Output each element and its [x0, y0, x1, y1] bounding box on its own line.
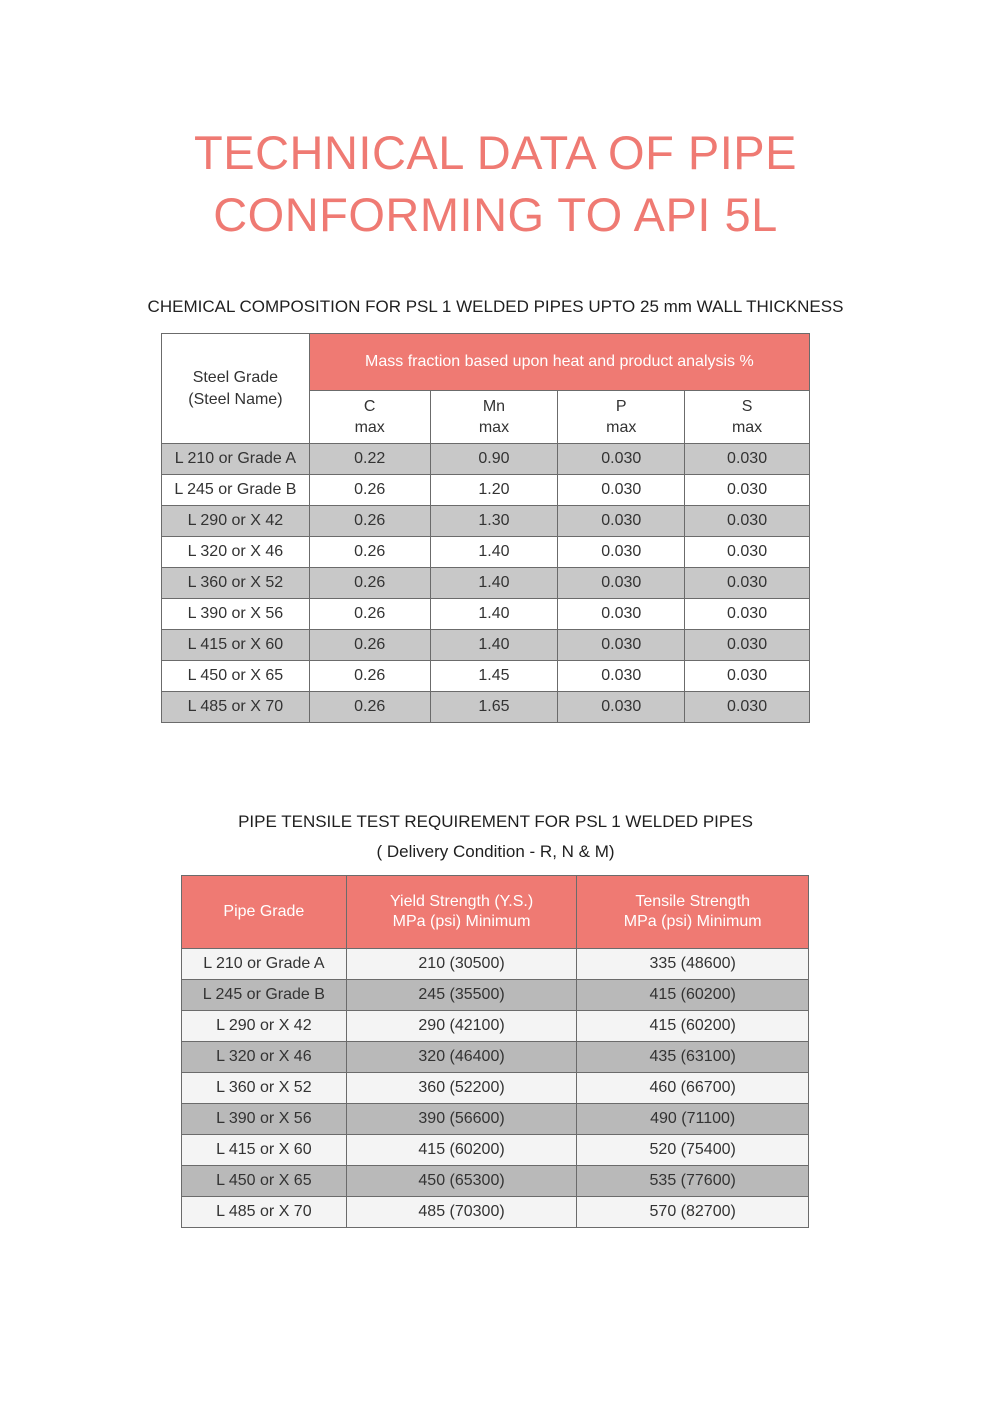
yield-strength-header-line-2: MPa (psi) Minimum	[392, 913, 531, 930]
s-cell: 0.030	[685, 692, 810, 723]
yield-cell: 245 (35500)	[346, 980, 577, 1011]
element-limit: max	[731, 419, 763, 436]
steel-grade-header-line-2: (Steel Name)	[188, 390, 283, 408]
table-row	[182, 1073, 809, 1104]
pipe-grade-cell: L 360 or X 52	[182, 1073, 347, 1104]
table-row	[162, 537, 810, 568]
mn-cell: 1.40	[430, 630, 558, 661]
grade-cell: L 415 or X 60	[162, 630, 310, 661]
c-cell: 0.26	[309, 506, 430, 537]
element-symbol: S	[741, 398, 753, 415]
tensile-strength-header	[577, 876, 809, 949]
tensile-cell: 435 (63100)	[577, 1042, 809, 1073]
tensile-cell: 460 (66700)	[577, 1073, 809, 1104]
element-limit: max	[478, 419, 510, 436]
s-cell: 0.030	[685, 444, 810, 475]
tensile-heading: PIPE TENSILE TEST REQUIREMENT FOR PSL 1 WELDED PIPES	[238, 812, 753, 831]
yield-cell: 210 (30500)	[346, 949, 577, 980]
s-cell: 0.030	[685, 599, 810, 630]
tensile-cell: 490 (71100)	[577, 1104, 809, 1135]
chemical-heading: CHEMICAL COMPOSITION FOR PSL 1 WELDED PIPES UPTO 25 mm WALL THICKNESS	[147, 297, 844, 316]
pipe-grade-cell: L 320 or X 46	[182, 1042, 347, 1073]
page-title	[0, 122, 991, 246]
p-cell: 0.030	[558, 444, 685, 475]
steel-grade-header-line-1: Steel Grade	[192, 368, 279, 386]
grade-cell: L 450 or X 65	[162, 661, 310, 692]
mn-cell: 0.90	[430, 444, 558, 475]
pipe-grade-cell: L 485 or X 70	[182, 1197, 347, 1228]
yield-strength-header	[346, 876, 577, 949]
c-cell: 0.26	[309, 599, 430, 630]
mn-cell: 1.30	[430, 506, 558, 537]
table-row	[182, 949, 809, 980]
mn-cell: 1.40	[430, 537, 558, 568]
element-limit: max	[354, 419, 385, 436]
element-symbol: P	[615, 398, 627, 415]
grade-cell: L 210 or Grade A	[162, 444, 310, 475]
s-cell: 0.030	[685, 630, 810, 661]
table-row	[182, 1135, 809, 1166]
title-line-1: TECHNICAL DATA OF PIPE	[194, 126, 797, 179]
table-row	[162, 630, 810, 661]
yield-cell: 415 (60200)	[346, 1135, 577, 1166]
pipe-grade-header: Pipe Grade	[182, 876, 347, 949]
yield-cell: 360 (52200)	[346, 1073, 577, 1104]
c-cell: 0.26	[309, 568, 430, 599]
table-row	[182, 1042, 809, 1073]
s-cell: 0.030	[685, 537, 810, 568]
c-cell: 0.26	[309, 630, 430, 661]
element-header-mn	[430, 391, 558, 444]
p-cell: 0.030	[558, 692, 685, 723]
mn-cell: 1.45	[430, 661, 558, 692]
p-cell: 0.030	[558, 475, 685, 506]
mass-fraction-header: Mass fraction based upon heat and product analysis %	[309, 334, 809, 391]
table-row	[182, 1166, 809, 1197]
yield-cell: 485 (70300)	[346, 1197, 577, 1228]
p-cell: 0.030	[558, 630, 685, 661]
yield-cell: 290 (42100)	[346, 1011, 577, 1042]
tensile-cell: 570 (82700)	[577, 1197, 809, 1228]
tensile-cell: 520 (75400)	[577, 1135, 809, 1166]
table-row	[162, 661, 810, 692]
c-cell: 0.26	[309, 475, 430, 506]
element-symbol: Mn	[482, 398, 506, 415]
c-cell: 0.26	[309, 537, 430, 568]
table-row	[162, 475, 810, 506]
yield-cell: 320 (46400)	[346, 1042, 577, 1073]
grade-cell: L 245 or Grade B	[162, 475, 310, 506]
pipe-grade-cell: L 245 or Grade B	[182, 980, 347, 1011]
pipe-grade-cell: L 415 or X 60	[182, 1135, 347, 1166]
grade-cell: L 390 or X 56	[162, 599, 310, 630]
table-row	[182, 1197, 809, 1228]
p-cell: 0.030	[558, 537, 685, 568]
grade-cell: L 290 or X 42	[162, 506, 310, 537]
table-row	[162, 444, 810, 475]
table-row	[182, 1011, 809, 1042]
table-row	[162, 692, 810, 723]
table-row	[162, 506, 810, 537]
chemical-composition-table	[161, 333, 810, 723]
p-cell: 0.030	[558, 568, 685, 599]
table-row	[162, 568, 810, 599]
tensile-strength-header-line-1: Tensile Strength	[635, 893, 751, 910]
table-row	[182, 1104, 809, 1135]
tensile-subheading: ( Delivery Condition - R, N & M)	[376, 842, 615, 861]
c-cell: 0.26	[309, 692, 430, 723]
s-cell: 0.030	[685, 661, 810, 692]
tensile-cell: 415 (60200)	[577, 1011, 809, 1042]
element-header-c	[309, 391, 430, 444]
element-limit: max	[606, 419, 637, 436]
mn-cell: 1.65	[430, 692, 558, 723]
grade-cell: L 320 or X 46	[162, 537, 310, 568]
tensile-cell: 335 (48600)	[577, 949, 809, 980]
p-cell: 0.030	[558, 506, 685, 537]
tensile-cell: 415 (60200)	[577, 980, 809, 1011]
yield-strength-header-line-1: Yield Strength (Y.S.)	[389, 893, 534, 910]
yield-cell: 390 (56600)	[346, 1104, 577, 1135]
s-cell: 0.030	[685, 506, 810, 537]
table-row	[162, 599, 810, 630]
pipe-grade-cell: L 290 or X 42	[182, 1011, 347, 1042]
mn-cell: 1.40	[430, 568, 558, 599]
s-cell: 0.030	[685, 475, 810, 506]
element-header-s	[685, 391, 810, 444]
mn-cell: 1.40	[430, 599, 558, 630]
tensile-strength-header-line-2: MPa (psi) Minimum	[623, 913, 762, 930]
yield-cell: 450 (65300)	[346, 1166, 577, 1197]
steel-grade-header	[162, 334, 310, 444]
element-header-p	[558, 391, 685, 444]
p-cell: 0.030	[558, 599, 685, 630]
s-cell: 0.030	[685, 568, 810, 599]
p-cell: 0.030	[558, 661, 685, 692]
c-cell: 0.22	[309, 444, 430, 475]
tensile-cell: 535 (77600)	[577, 1166, 809, 1197]
tensile-test-table	[181, 875, 809, 1228]
pipe-grade-cell: L 450 or X 65	[182, 1166, 347, 1197]
element-symbol: C	[363, 398, 376, 415]
mn-cell: 1.20	[430, 475, 558, 506]
table-row	[182, 980, 809, 1011]
title-line-2: CONFORMING TO API 5L	[213, 188, 778, 241]
pipe-grade-cell: L 390 or X 56	[182, 1104, 347, 1135]
c-cell: 0.26	[309, 661, 430, 692]
grade-cell: L 485 or X 70	[162, 692, 310, 723]
pipe-grade-cell: L 210 or Grade A	[182, 949, 347, 980]
grade-cell: L 360 or X 52	[162, 568, 310, 599]
